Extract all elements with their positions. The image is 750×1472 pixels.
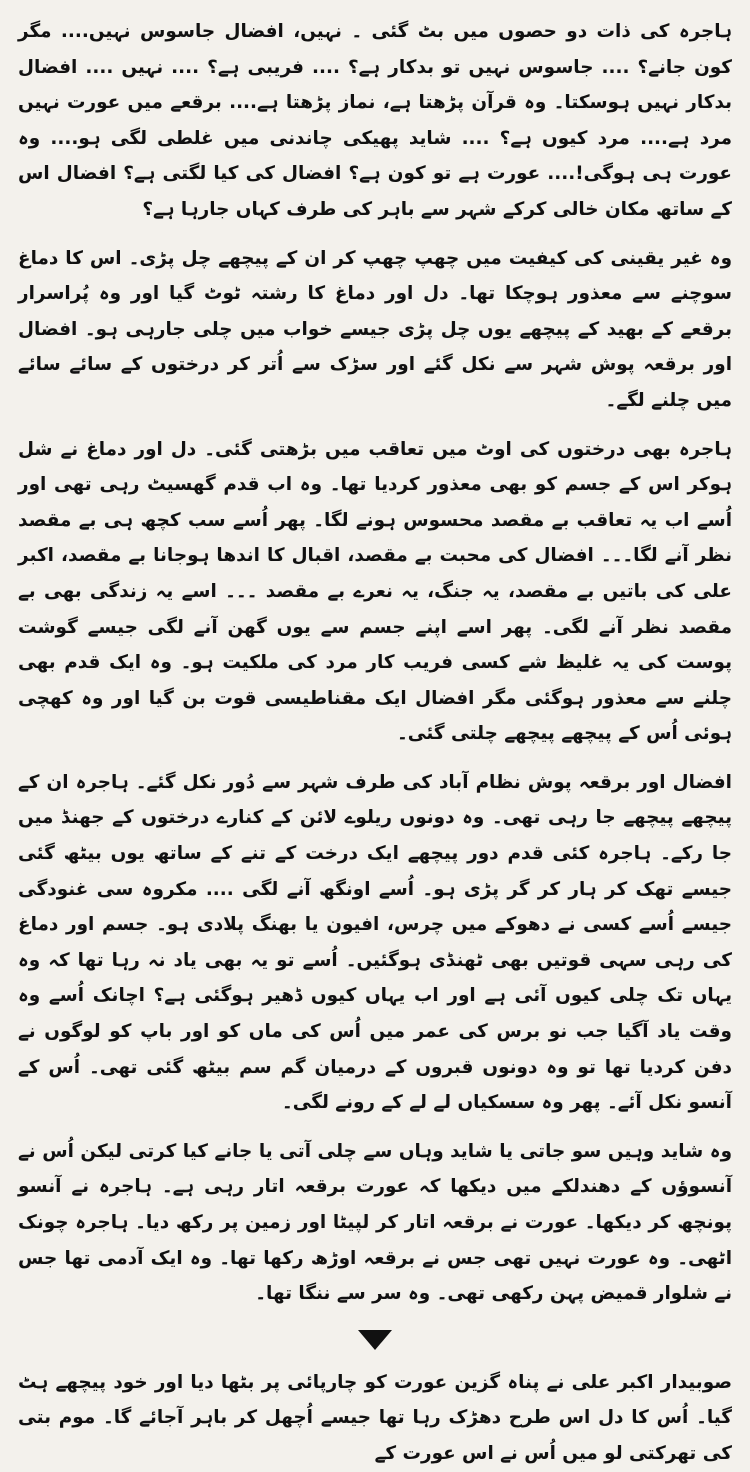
section-divider — [18, 1325, 732, 1355]
paragraph-2: وہ غیر یقینی کی کیفیت میں چھپ چھپ کر ان کے پیچھے چل پڑی۔ اس کا دماغ سوچنے سے معذور ہوچکا تھا۔ دل اور دماغ کا رشتہ ٹوٹ گیا اور وہ پُراسرار برقعے کے بھید کے پیچھے یوں چل پڑی جیسے خواب میں چلی جارہی ہو۔ افضال اور برقعہ پوش شہر سے نکل گئے اور سڑک سے اُتر کر درختوں کے سائے سائے میں چلنے لگے۔ — [18, 247, 732, 411]
down-triangle-icon — [358, 1330, 392, 1350]
paragraph-3: ہاجرہ بھی درختوں کی اوٹ میں تعاقب میں بڑھتی گئی۔ دل اور دماغ نے شل ہوکر اس کے جسم کو بھی معذور کردیا تھا۔ وہ اب قدم گھسیٹ رہی تھی اور اُسے اب یہ تعاقب بے مقصد محسوس ہونے لگا۔ پھر اُسے سب کچھ ہی بے مقصد نظر آنے لگا۔۔۔ افضال کی محبت بے مقصد، اقبال کا اندھا ہوجانا بے مقصد، اکبر علی کی باتیں بے مقصد، یہ جنگ، یہ نعرے بے مقصد ۔۔۔ اسے یہ زندگی بھی بے مقصد نظر آنے لگی۔ پھر اسے اپنے جسم سے یوں گھن آنے لگی جیسے گوشت پوست کی یہ غلیظ شے کسی فریب کار مرد کی ملکیت ہو۔ وہ ایک قدم بھی چلنے سے معذور ہوگئی مگر افضال ایک مقناطیسی قوت بن گیا اور وہ کھچی ہوئی اُس کے پیچھے پیچھے چلتی گئی۔ — [18, 438, 732, 745]
paragraph-1: ہاجرہ کی ذات دو حصوں میں بٹ گئی ۔ نہیں، افضال جاسوس نہیں.... مگر کون جانے؟ .... جاسوس نہیں تو بدکار ہے؟ .... فریبی ہے؟ .... نہیں .... افضال بدکار نہیں ہوسکتا۔ وہ قرآن پڑھتا ہے، نماز پڑھتا ہے.... برقعے میں عورت نہیں مرد ہے.... مرد کیوں ہے؟ .... شاید پھیکی چاندنی میں غلطی لگی ہو.... وہ عورت ہی ہوگی!.... عورت ہے تو کون ہے؟ افضال کی کیا لگتی ہے؟ افضال اس کے ساتھ مکان خالی کرکے شہر سے باہر کی طرف کہاں جارہا ہے؟ — [18, 21, 732, 220]
paragraph-6: صوبیدار اکبر علی نے پناہ گزین عورت کو چارپائی پر بٹھا دیا اور خود پیچھے ہٹ گیا۔ اُس کا دل اس طرح دھڑک رہا تھا جیسے اُچھل کر باہر آجائے گا۔ موم بتی کی تھرکتی لو میں اُس نے اس عورت کے — [18, 1371, 732, 1464]
paragraph-5: وہ شاید وہیں سو جاتی یا شاید وہاں سے چلی آتی یا جانے کیا کرتی لیکن اُس نے آنسوؤں کے دھندلکے میں دیکھا کہ عورت برقعہ اتار رہی ہے۔ ہاجرہ نے آنسو پونچھ کر دیکھا۔ عورت نے برقعہ اتار کر لپیٹا اور زمین پر رکھ دیا۔ ہاجرہ چونک اٹھی۔ وہ عورت نہیں تھی جس نے برقعہ اوڑھ رکھا تھا۔ وہ ایک آدمی تھا جس نے شلوار قمیض پہن رکھی تھی۔ وہ سر سے ننگا تھا۔ — [18, 1140, 732, 1305]
paragraph-4: افضال اور برقعہ پوش نظام آباد کی طرف شہر سے دُور نکل گئے۔ ہاجرہ ان کے پیچھے پیچھے جا رہی تھی۔ وہ دونوں ریلوے لائن کے کنارے درختوں کے جھنڈ میں جا رکے۔ ہاجرہ کئی قدم دور پیچھے ایک درخت کے تنے کے ساتھ یوں بیٹھ گئی جیسے تھک کر ہار کر گر پڑی ہو۔ اُسے اونگھ آنے لگی .... مکروہ سی غنودگی جیسے اُسے کسی نے دھوکے میں چرس، افیون یا بھنگ پلادی ہو۔ جسم اور دماغ کی رہی سہی قوتیں بھی ٹھنڈی ہوگئیں۔ اُسے تو یہ بھی یاد نہ رہا تھا کہ وہ یہاں تک چلی کیوں آئی ہے اور اب یہاں کیوں ڈھیر ہوگئی ہے؟ اچانک اُسے وہ وقت یاد آگیا جب نو برس کی عمر میں اُس کی ماں کو اور باپ کو لوگوں نے دفن کردیا تھا تو وہ دونوں قبروں کے درمیان گم سم بیٹھ گئی تھی۔ اُس کے آنسو نکل آئے۔ پھر وہ سسکیاں لے لے کے رونے لگی۔ — [18, 771, 732, 1114]
